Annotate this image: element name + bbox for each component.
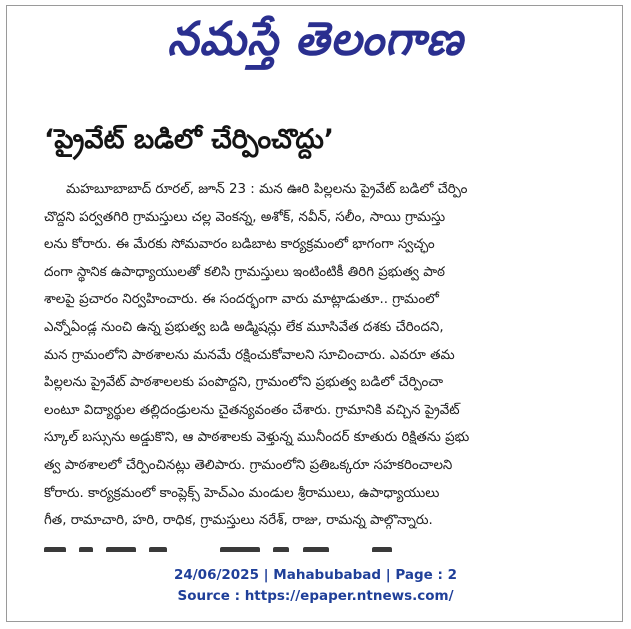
cropped-next-article-edge [44,538,604,552]
article-line: కోరారు. కార్యక్రమంలో కాంప్లెక్స్ హెచ్ఎం మండుల శ్రీరాములు, ఉపాధ్యాయులు [44,485,440,501]
article-line: త్వ పాఠశాలలో చేర్పించినట్లు తెలిపారు. గ్రామంలోని ప్రతిఒక్కరూ సహకరించాలని [44,457,453,473]
article-body [44,176,604,535]
cropped-glyph-fragment [79,547,93,552]
cropped-glyph-fragment [149,547,167,552]
article-line: చొద్దని పర్వతగిరి గ్రామస్తులు చల్ల వెంకన్న, అశోక్, నవీన్, సలీం, సాయి గ్రామస్తు [44,209,446,225]
newspaper-masthead: నమస్తే తెలంగాణ [167,12,464,67]
article-line: శాలపై ప్రచారం నిర్వహించారు. ఈ సందర్భంగా వారు మాట్లాడుతూ.. గ్రామంలో [44,292,439,308]
cropped-glyph-fragment [372,547,392,552]
footer-source-url: Source : https://epaper.ntnews.com/ [177,588,454,604]
article-headline: ‘ప్రైవేట్ బడిలో చేర్పించొద్దు’ [44,124,335,155]
article-line: స్కూల్ బస్సును అడ్డుకొని, ఆ పాఠశాలకు వెళ్తున్న మునీందర్ కూతురు రిక్షితను ప్రభు [44,430,470,446]
article-line: లంటూ విద్యార్థుల తల్లిదండ్రులను చైతన్యవంతం చేశారు. గ్రామానికి వచ్చిన ప్రైవేట్ [44,402,460,418]
cropped-glyph-fragment [303,547,329,552]
article-line: మన గ్రామంలోని పాఠశాలను మనమే రక్షించుకోవాలని సూచించారు. ఎవరూ తమ [44,347,455,363]
article-line: పిల్లలను ప్రైవేట్ పాఠశాలలకు పంపొద్దని, గ్రామంలోని ప్రభుత్వ బడిలో చేర్పించా [44,375,444,391]
article-line: దంగా స్థానిక ఉపాధ్యాయులతో కలిసి గ్రామస్తులు ఇంటింటికీ తిరిగి ప్రభుత్వ పాఠ [44,264,445,280]
article-line: ఎన్నోఏండ్ల నుంచి ఉన్న ప్రభుత్వ బడి అడ్మిషన్లు లేక మూసివేత దశకు చేరిందని, [44,319,444,335]
cropped-glyph-fragment [220,547,260,552]
article-line: గీత, రామాచారి, హరి, రాధిక, గ్రామస్తులు నరేశ్, రాజు, రామన్న పాల్గొన్నారు. [44,513,433,529]
article-line: లను కోరారు. ఈ మేరకు సోమవారం బడిబాట కార్యక్రమంలో భాగంగా స్వచ్ఛం [44,237,435,253]
footer-date-edition-page: 24/06/2025 | Mahabubabad | Page : 2 [173,567,458,583]
cropped-glyph-fragment [273,547,289,552]
article-line: మహబూబాబాద్ రూరల్, జూన్ 23 : మన ఊరి పిల్లలను ప్రైవేట్ బడిలో చేర్పిం [66,182,468,197]
cropped-glyph-fragment [44,547,66,552]
cropped-glyph-fragment [106,547,136,552]
